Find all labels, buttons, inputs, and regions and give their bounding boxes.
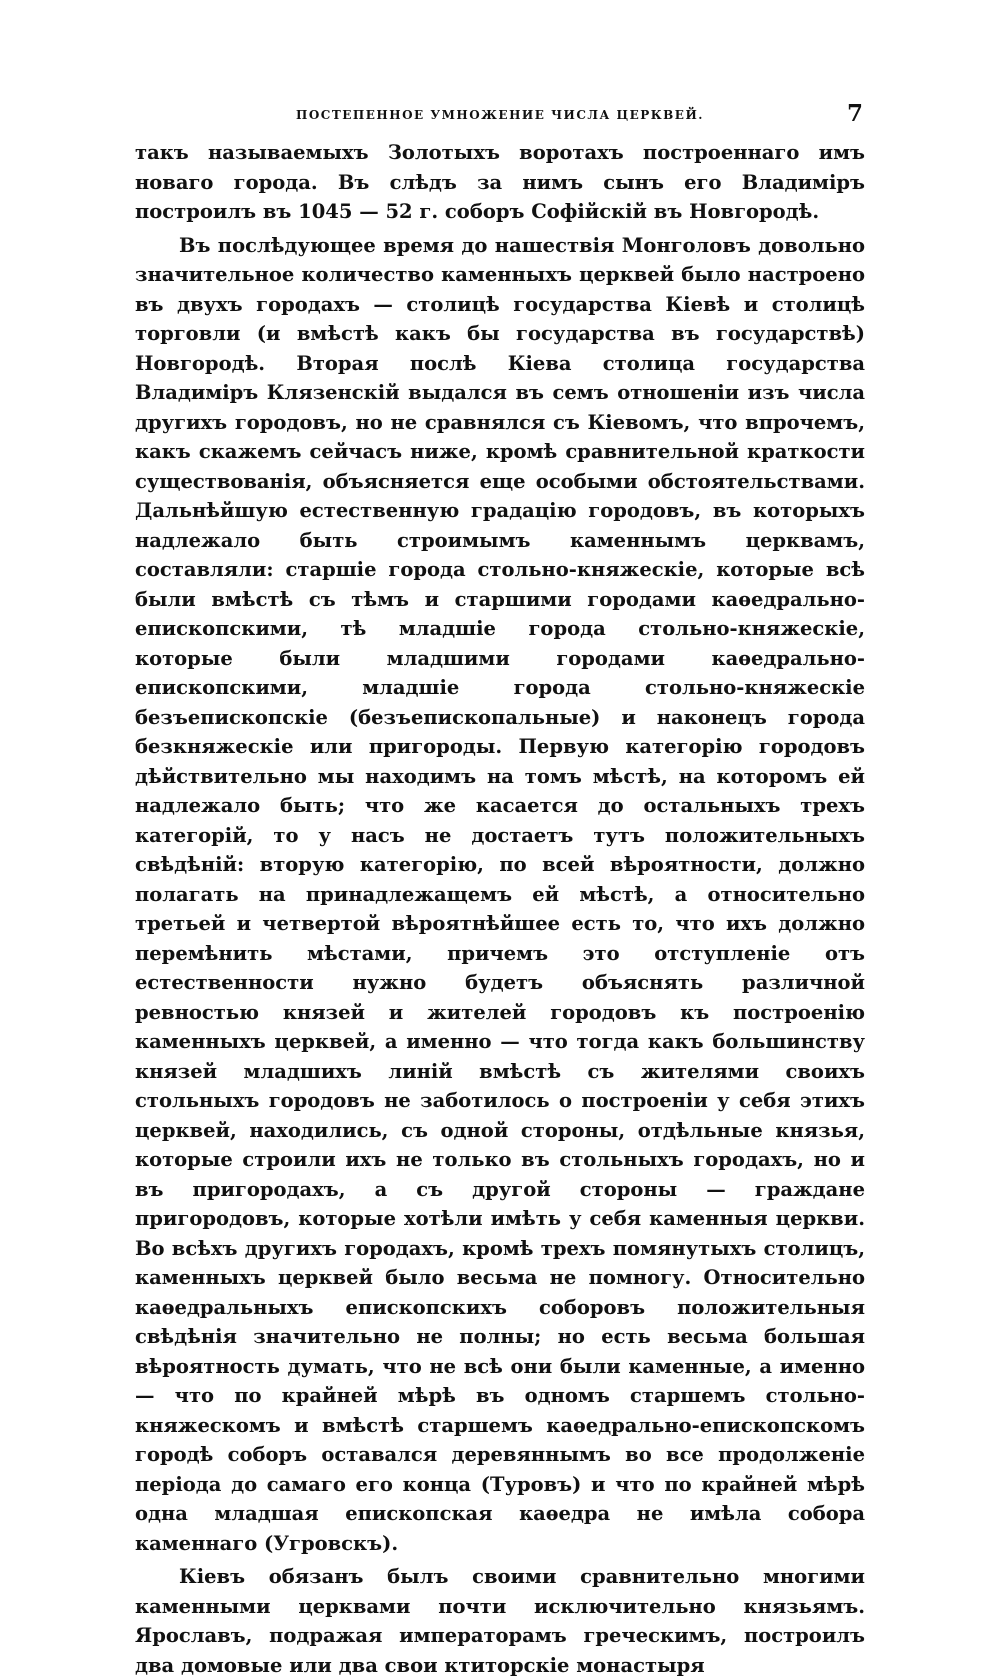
paragraph-kiev-princes: Кіевъ обязанъ былъ своими сравнительно многими каменными церквами почти исключительно князьямъ. Ярославъ, подражая императорамъ греческимъ, построилъ два домовые или два свои ктиторскіе монастыря	[135, 1565, 865, 1677]
page-number: 7	[846, 100, 863, 127]
running-head	[135, 100, 865, 130]
book-page	[135, 100, 865, 1680]
running-title: ПОСТЕПЕННОЕ УМНОЖЕНИЕ ЧИСЛА ЦЕРКВЕЙ.	[296, 108, 704, 122]
paragraph-churches-before-mongols: Въ послѣдующее время до нашествія Монголовъ довольно значительное количество каменныхъ церквей было настроено въ двухъ городахъ — столицѣ государства Кіевѣ и столицѣ торговли (и вмѣстѣ какъ бы государства въ государствѣ) Новгородѣ. Вторая послѣ Кіева столица государства Владиміръ Клязенскій выдался въ семъ отношеніи изъ числа другихъ городовъ, но не сравнялся съ Кіевомъ, что впрочемъ, какъ скажемъ сейчасъ ниже, кромѣ сравнительной краткости существованія, объясняется еще особыми обстоятельствами. Дальнѣйшую естественную градацію городовъ, въ которыхъ надлежало быть строимымъ каменнымъ церквамъ, составляли: старшіе города стольно-княжескіе, которые всѣ были вмѣстѣ съ тѣмъ и старшими городами каѳедрально-епископскими, тѣ младшіе города стольно-княжескіе, которые были младшими городами каѳедрально-епископскими, младшіе города стольно-княжескіе безъепископскіе (безъепископальные) и наконецъ города безкняжескіе или пригороды. Первую категорію городовъ дѣйствительно мы находимъ на томъ мѣстѣ, на которомъ ей надлежало быть; что же касается до остальныхъ трехъ категорій, то у насъ не достаетъ тутъ положительныхъ свѣдѣній: вторую категорію, по всей вѣроятности, должно полагать на принадлежащемъ ей мѣстѣ, а относительно третьей и четвертой вѣроятнѣйшее есть то, что ихъ должно перемѣнить мѣстами, причемъ это отступленіе отъ естественности нужно будетъ объяснять различной ревностью князей и жителей городовъ къ построенію каменныхъ церквей, а именно — что тогда какъ большинству князей младшихъ линій вмѣстѣ съ жителями своихъ стольныхъ городовъ не заботилось о построеніи у себя этихъ церквей, находились, съ одной стороны, отдѣльные князья, которые строили ихъ не только въ стольныхъ городахъ, но и въ пригородахъ, а съ другой стороны — граждане пригородовъ, которые хотѣли имѣть у себя каменныя церкви. Во всѣхъ другихъ городахъ, кромѣ трехъ помянутыхъ столицъ, каменныхъ церквей было весьма не помногу. Относительно каѳедральныхъ епископскихъ соборовъ положительныя свѣдѣнія значительно не полны; но есть весьма большая вѣроятность думать, что не всѣ они были каменные, а именно — что по крайней мѣрѣ въ одномъ старшемъ стольно-княжескомъ и вмѣстѣ старшемъ каѳедрально-епископскомъ городѣ соборъ оставался деревяннымъ во все продолженіе періода до самаго его конца (Туровъ) и что по крайней мѣрѣ одна младшая епископская каѳедра не имѣла собора каменнаго (Угровскъ).	[135, 233, 865, 1555]
body-text	[135, 138, 865, 1680]
paragraph-continuation: такъ называемыхъ Золотыхъ воротахъ построеннаго имъ новаго города. Въ слѣдъ за нимъ сынъ его Владиміръ построилъ въ 1045 — 52 г. соборъ Софійскій въ Новгородѣ.	[135, 141, 865, 223]
